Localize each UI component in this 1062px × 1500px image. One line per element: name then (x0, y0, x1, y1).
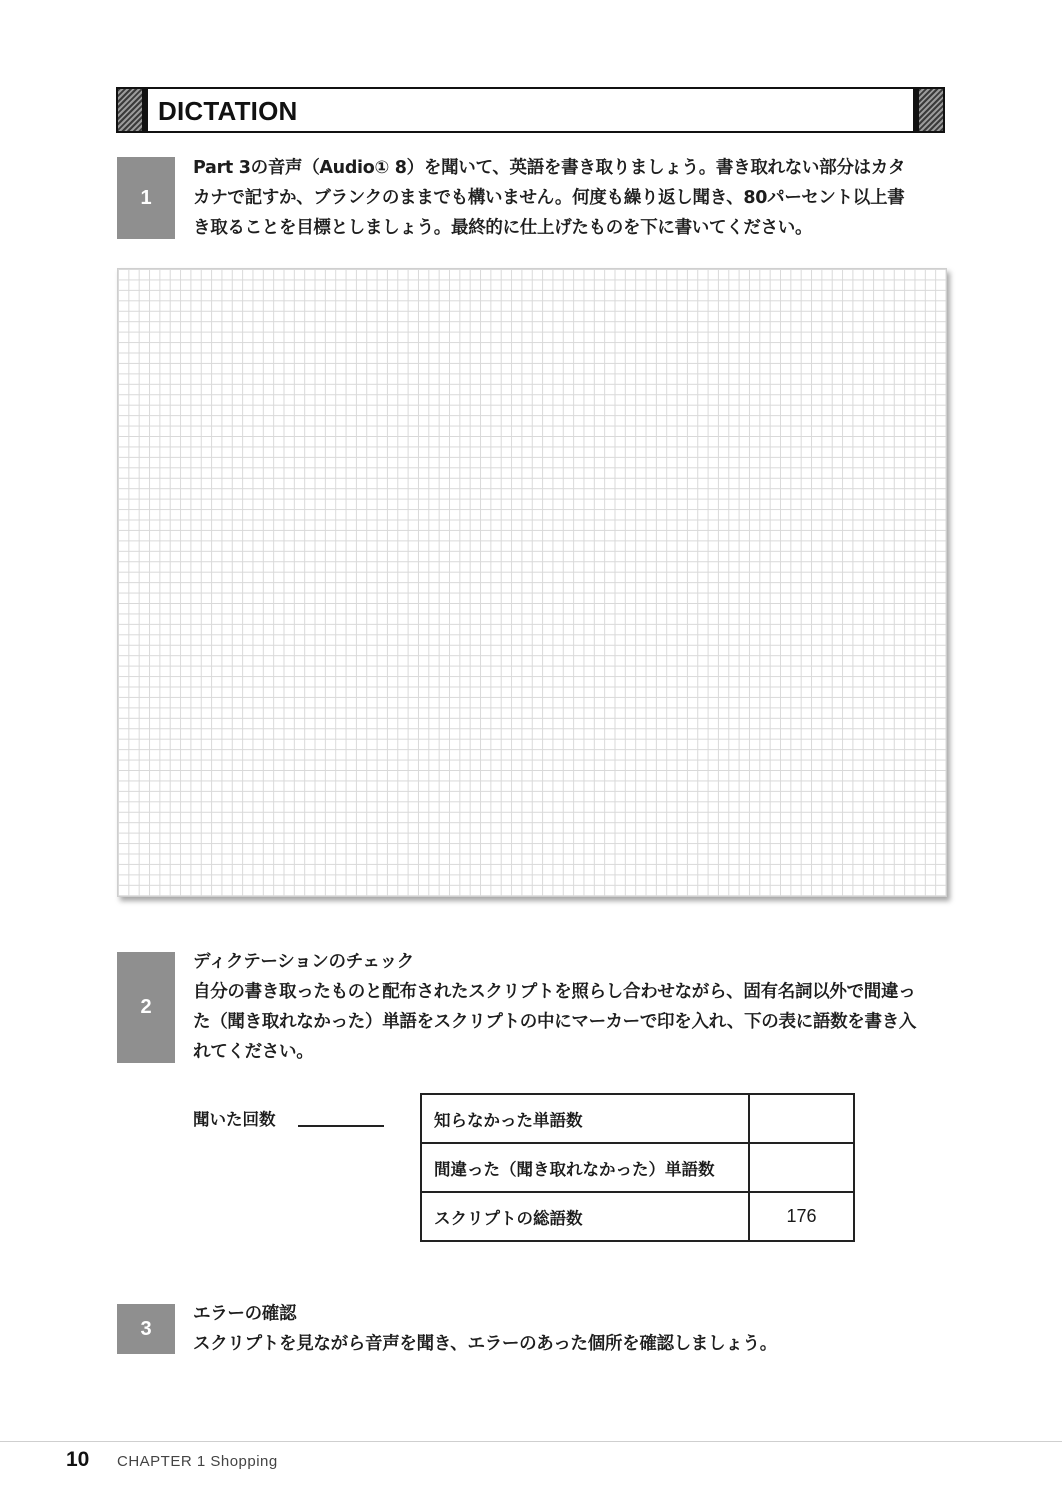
word-count-table (420, 1093, 855, 1242)
section-header (116, 87, 945, 133)
dictation-writing-grid[interactable] (117, 268, 947, 897)
missed-words-value[interactable] (749, 1143, 854, 1192)
step-2-title: ディクテーションのチェック (193, 952, 414, 972)
step-2-line: た（聞き取れなかった）単語をスクリプトの中にマーカーで印を入れ、下の表に語数を書き入 (193, 1012, 917, 1032)
step-1-instructions (193, 153, 953, 243)
hatch-decoration-right (913, 89, 943, 131)
step-3-badge: 3 (117, 1304, 175, 1354)
step-1-badge: 1 (117, 157, 175, 239)
total-words-label: スクリプトの総語数 (421, 1192, 749, 1241)
step-3-instructions (193, 1299, 953, 1359)
step-2-badge: 2 (117, 952, 175, 1063)
page-number: 10 (66, 1448, 90, 1471)
missed-words-label: 間違った（聞き取れなかった）単語数 (421, 1143, 749, 1192)
unknown-words-label: 知らなかった単語数 (421, 1094, 749, 1143)
unknown-words-value[interactable] (749, 1094, 854, 1143)
step-2-line: 自分の書き取ったものと配布されたスクリプトを照らし合わせながら、固有名詞以外で間違っ (193, 982, 916, 1002)
step-3-line: スクリプトを見ながら音声を聞き、エラーのあった個所を確認しましょう。 (193, 1334, 777, 1354)
hatch-decoration-left (118, 89, 148, 131)
listen-count-blank[interactable] (298, 1125, 384, 1127)
table-row (421, 1192, 854, 1241)
total-words-value: 176 (749, 1192, 854, 1241)
step-1-line: き取ることを目標としましょう。最終的に仕上げたものを下に書いてください。 (193, 218, 813, 238)
listen-count-label: 聞いた回数 (193, 1110, 276, 1129)
chapter-title: CHAPTER 1 Shopping (117, 1453, 278, 1470)
table-row (421, 1094, 854, 1143)
section-title: DICTATION (158, 96, 298, 126)
step-1-line: カナで記すか、ブランクのままでも構いません。何度も繰り返し聞き、80パーセント以上書 (193, 188, 905, 208)
footer-divider (0, 1441, 1062, 1442)
step-2-instructions (193, 947, 953, 1067)
step-1-line: Part 3の音声（Audio① 8）を聞いて、英語を書き取りましょう。書き取れない部分はカタ (193, 158, 906, 178)
step-2-line: れてください。 (193, 1042, 314, 1062)
table-row (421, 1143, 854, 1192)
step-3-title: エラーの確認 (193, 1304, 297, 1324)
